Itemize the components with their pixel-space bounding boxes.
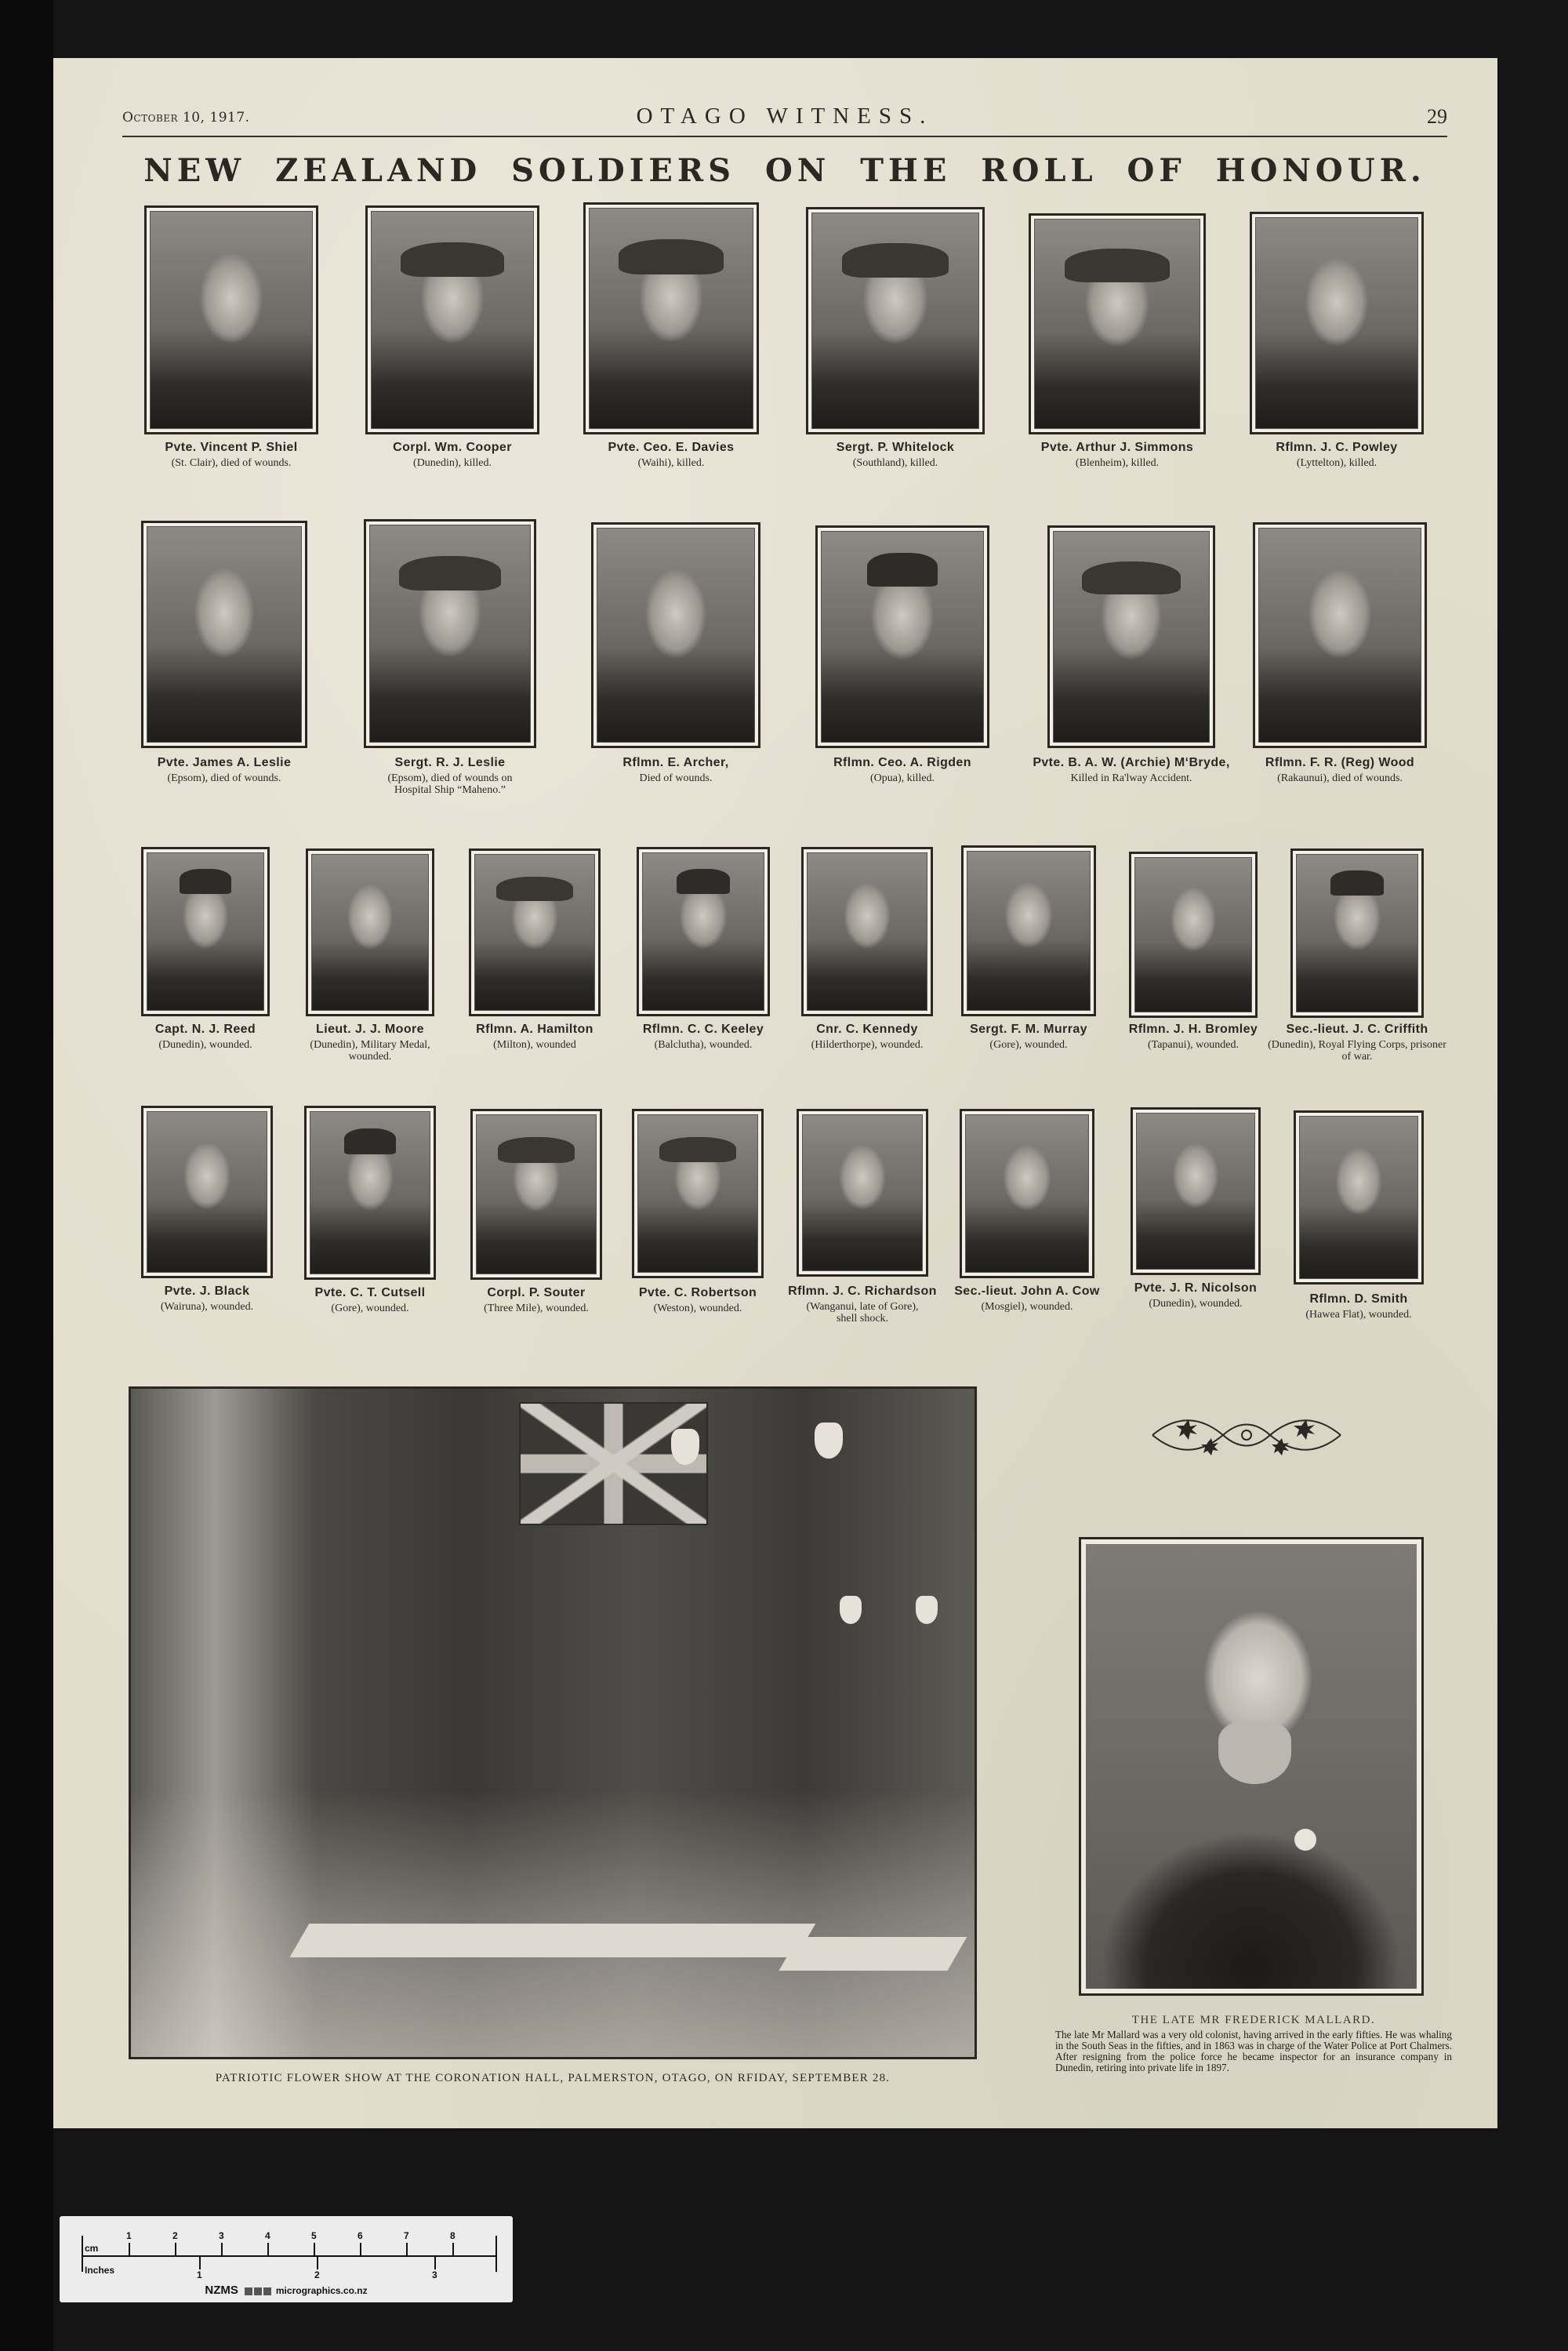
- portrait-frame: [960, 1109, 1094, 1278]
- issue-date: October 10, 1917.: [122, 110, 250, 125]
- cm-tick: [314, 2243, 315, 2255]
- newspaper-page: [53, 58, 1497, 2128]
- soldier-photo: [369, 525, 531, 743]
- portrait-frame: [365, 205, 539, 434]
- display-table: [779, 1937, 967, 1971]
- cm-label: 6: [358, 2230, 363, 2241]
- soldier-detail: (Epsom), died of wounds.: [167, 772, 281, 784]
- portrait-souter: [470, 1109, 602, 1314]
- soldier-photo: [802, 1114, 923, 1271]
- portrait-frame: [141, 847, 270, 1016]
- portrait-rigden: [815, 525, 989, 784]
- cm-tick: [360, 2243, 361, 2255]
- portrait-cooper: [365, 205, 539, 469]
- portrait-james-leslie: [141, 521, 307, 784]
- soldier-name: Pvte. J. R. Nicolson: [1134, 1281, 1258, 1295]
- soldier-detail: (Dunedin), wounded.: [1149, 1298, 1243, 1310]
- cm-tick: [452, 2243, 454, 2255]
- cm-label: 3: [219, 2230, 224, 2241]
- page-headline: NEW ZEALAND SOLDIERS ON THE ROLL OF HONOUR.: [143, 152, 1426, 189]
- hanging-lamp: [815, 1423, 843, 1459]
- soldier-name: Pvte. Ceo. E. Davies: [608, 441, 735, 454]
- portrait-frame: [797, 1109, 928, 1277]
- page-number: 29: [1427, 105, 1447, 128]
- soldier-name: Sergt. R. J. Leslie: [394, 756, 506, 769]
- cm-tick: [267, 2243, 269, 2255]
- soldier-detail: (Wanganui, late of Gore), shell shock.: [806, 1301, 919, 1324]
- soldier-detail: (Hilderthorpe), wounded.: [811, 1039, 924, 1051]
- portrait-bromley: [1128, 852, 1258, 1051]
- obituary-title: THE LATE MR FREDERICK MALLARD.: [1131, 2014, 1376, 2026]
- unit-cm: cm: [85, 2243, 99, 2254]
- soldier-name: Capt. N. J. Reed: [154, 1023, 256, 1036]
- soldier-name: Rflmn. J. C. Richardson: [788, 1285, 937, 1298]
- inch-tick: [317, 2257, 318, 2269]
- portrait-frame: [304, 1106, 436, 1280]
- soldier-name: Rflmn. J. C. Powley: [1276, 441, 1398, 454]
- hanging-lamp: [840, 1596, 862, 1624]
- publication-title: OTAGO WITNESS.: [636, 104, 934, 129]
- soldier-detail: (Dunedin), Royal Flying Corps, prisoner of war.: [1268, 1039, 1446, 1063]
- soldier-photo: [1255, 217, 1418, 429]
- cm-tick: [221, 2243, 223, 2255]
- soldier-photo: [1034, 219, 1200, 429]
- display-table: [290, 1924, 815, 1957]
- portrait-hamilton: [469, 848, 601, 1051]
- soldier-detail: (Waihi), killed.: [637, 457, 705, 469]
- soldier-photo: [1258, 528, 1421, 743]
- inch-label: 2: [314, 2269, 320, 2280]
- soldier-photo: [637, 1114, 758, 1273]
- portrait-frame: [1294, 1110, 1424, 1285]
- portrait-frame: [1250, 212, 1424, 434]
- buttonhole-flower: [1294, 1829, 1316, 1851]
- inch-label: 3: [432, 2269, 437, 2280]
- portrait-frame: [469, 848, 601, 1016]
- soldier-photo: [1053, 531, 1210, 743]
- cm-tick: [406, 2243, 408, 2255]
- unit-inches: Inches: [85, 2265, 115, 2276]
- soldier-photo: [965, 1114, 1089, 1273]
- cm-label: 1: [126, 2230, 132, 2241]
- portrait-murray: [961, 845, 1096, 1051]
- soldier-name: Corpl. P. Souter: [487, 1286, 586, 1299]
- masthead: [122, 102, 1447, 135]
- soldier-name: Cnr. C. Kennedy: [816, 1023, 918, 1036]
- soldier-name: Rflmn. E. Archer,: [622, 756, 729, 769]
- portrait-frame: [141, 1106, 273, 1278]
- soldier-detail: (Rakaunui), died of wounds.: [1277, 772, 1403, 784]
- ruler-end: [495, 2236, 497, 2272]
- cm-label: 2: [172, 2230, 178, 2241]
- portrait-frame: [806, 207, 985, 434]
- soldier-photo: [1134, 857, 1252, 1012]
- portrait-frame: [1047, 525, 1215, 748]
- soldier-detail: (Southland), killed.: [852, 457, 938, 469]
- soldier-photo: [1136, 1113, 1255, 1270]
- soldier-name: Pvte. C. T. Cutsell: [314, 1286, 426, 1299]
- portrait-frame: [583, 202, 759, 434]
- cm-tick: [175, 2243, 176, 2255]
- soldier-photo: [474, 854, 595, 1011]
- soldier-detail: (Hawea Flat), wounded.: [1305, 1309, 1412, 1321]
- soldier-photo: [642, 852, 764, 1011]
- soldier-detail: (Gore), wounded.: [989, 1039, 1068, 1051]
- mallard-portrait-frame: [1079, 1537, 1424, 1996]
- nzms-logo: NZMS: [205, 2284, 238, 2297]
- scale-ruler: [60, 2216, 513, 2302]
- soldier-name: Rflmn. A. Hamilton: [476, 1023, 593, 1036]
- beard: [1218, 1722, 1291, 1784]
- portrait-rj-leslie: [364, 519, 536, 796]
- soldier-detail: (Dunedin), killed.: [413, 457, 492, 469]
- portrait-cow: [954, 1109, 1100, 1313]
- mallard-photo: [1086, 1544, 1417, 1989]
- union-jack-flag: [519, 1402, 708, 1525]
- portrait-simmons: [1029, 213, 1206, 469]
- portrait-moore: [306, 848, 434, 1063]
- soldier-name: Sergt. F. M. Murray: [970, 1023, 1087, 1036]
- soldier-detail: (Milton), wounded: [493, 1039, 576, 1051]
- flower-show-caption: PATRIOTIC FLOWER SHOW AT THE CORONATION HALL, PALMERSTON, OTAGO, ON RFIDAY, SEPTEMBER 28.: [215, 2072, 891, 2084]
- soldier-detail: Died of wounds.: [639, 772, 713, 784]
- portrait-griffith: [1268, 848, 1446, 1063]
- soldier-name: Pvte. C. Robertson: [638, 1286, 757, 1299]
- portrait-frame: [1131, 1107, 1261, 1275]
- soldier-photo: [147, 1111, 267, 1273]
- soldier-detail: (Mosgiel), wounded.: [981, 1301, 1073, 1313]
- hanging-lamp: [671, 1429, 699, 1465]
- portrait-robertson: [632, 1109, 764, 1314]
- inch-tick: [199, 2257, 201, 2269]
- portrait-frame: [1253, 522, 1427, 748]
- soldier-photo: [310, 1111, 430, 1274]
- cm-label: 4: [265, 2230, 270, 2241]
- portrait-shiel: [144, 205, 318, 469]
- portrait-kennedy: [801, 847, 933, 1051]
- portrait-frame: [364, 519, 536, 748]
- portrait-powley: [1250, 212, 1424, 469]
- soldier-photo: [311, 854, 429, 1011]
- soldier-detail: (Opua), killed.: [869, 772, 935, 784]
- soldier-detail: (Gore), wounded.: [331, 1303, 409, 1314]
- cm-label: 7: [404, 2230, 409, 2241]
- inch-tick: [434, 2257, 436, 2269]
- portrait-richardson: [788, 1109, 937, 1324]
- soldier-detail: (St. Clair), died of wounds.: [171, 457, 292, 469]
- soldier-photo: [147, 852, 264, 1011]
- portrait-frame: [141, 521, 307, 748]
- portrait-frame: [144, 205, 318, 434]
- soldier-name: Rflmn. D. Smith: [1309, 1292, 1408, 1306]
- flower-show-photo: [129, 1386, 977, 2059]
- portrait-keeley: [637, 847, 770, 1051]
- cm-label: 5: [311, 2230, 317, 2241]
- portrait-frame: [815, 525, 989, 748]
- soldier-detail: (Dunedin), Military Medal, wounded.: [310, 1039, 430, 1063]
- soldier-photo: [967, 851, 1091, 1011]
- micrographics-url: micrographics.co.nz: [275, 2285, 368, 2296]
- soldier-name: Pvte. J. Black: [164, 1285, 250, 1298]
- soldier-name: Pvte. Arthur J. Simmons: [1040, 441, 1194, 454]
- soldier-photo: [371, 211, 534, 429]
- soldier-detail: (Epsom), died of wounds on Hospital Ship “Maheno.”: [387, 772, 513, 796]
- soldier-detail: (Lyttelton), killed.: [1296, 457, 1377, 469]
- micrographics-icon: [245, 2287, 271, 2295]
- soldier-photo: [811, 213, 979, 429]
- portrait-cutsell: [304, 1106, 436, 1314]
- scan-edge-left: [0, 0, 53, 2351]
- soldier-name: Corpl. Wm. Cooper: [393, 441, 512, 454]
- portrait-archer: [591, 522, 760, 784]
- cm-tick: [129, 2243, 130, 2255]
- portrait-reed: [141, 847, 270, 1051]
- soldier-detail: (Wairuna), wounded.: [160, 1301, 254, 1313]
- portrait-davies: [583, 202, 759, 469]
- soldier-detail: (Dunedin), wounded.: [158, 1039, 252, 1051]
- portrait-frame: [637, 847, 770, 1016]
- soldier-name: Pvte. James A. Leslie: [157, 756, 292, 769]
- soldier-photo: [476, 1114, 597, 1274]
- soldier-name: Rflmn. Ceo. A. Rigden: [833, 756, 971, 769]
- inch-label: 1: [197, 2269, 202, 2280]
- soldier-detail: (Tapanui), wounded.: [1147, 1039, 1240, 1051]
- hanging-lamp: [916, 1596, 938, 1624]
- soldier-photo: [1299, 1116, 1418, 1279]
- soldier-detail: Killed in Ra'lway Accident.: [1070, 772, 1192, 784]
- ruler-end: [82, 2236, 83, 2272]
- portrait-frame: [306, 848, 434, 1016]
- cm-label: 8: [450, 2230, 456, 2241]
- soldier-name: Rflmn. F. R. (Reg) Wood: [1265, 756, 1415, 769]
- soldier-photo: [589, 208, 753, 429]
- portrait-wood: [1253, 522, 1427, 784]
- masthead-rule: [122, 136, 1447, 137]
- portrait-frame: [1029, 213, 1206, 434]
- soldier-detail: (Balclutha), wounded.: [654, 1039, 753, 1051]
- soldier-photo: [150, 211, 313, 429]
- portrait-nicolson: [1131, 1107, 1261, 1310]
- decorative-vine-ornament: [1145, 1412, 1348, 1459]
- portrait-frame: [1129, 852, 1258, 1018]
- soldier-photo: [821, 531, 984, 743]
- soldier-photo: [147, 526, 302, 743]
- soldier-photo: [1296, 854, 1418, 1012]
- soldier-name: Lieut. J. J. Moore: [316, 1023, 424, 1036]
- soldier-name: Sec.-lieut. John A. Cow: [954, 1285, 1100, 1298]
- portrait-frame: [801, 847, 933, 1016]
- soldier-name: Sergt. P. Whitelock: [836, 441, 955, 454]
- portrait-whitelock: [806, 207, 985, 469]
- portrait-black: [141, 1106, 273, 1313]
- soldier-photo: [807, 852, 927, 1011]
- portrait-frame: [632, 1109, 764, 1278]
- soldier-name: Pvte. B. A. W. (Archie) M‘Bryde,: [1033, 756, 1230, 769]
- soldier-name: Pvte. Vincent P. Shiel: [165, 441, 298, 454]
- soldier-detail: (Weston), wounded.: [653, 1303, 742, 1314]
- soldier-name: Sec.-lieut. J. C. Criffith: [1286, 1023, 1428, 1036]
- portrait-frame: [961, 845, 1096, 1016]
- soldier-name: Rflmn. C. C. Keeley: [642, 1023, 764, 1036]
- portrait-frame: [591, 522, 760, 748]
- obituary-text: The late Mr Mallard was a very old colonist, having arrived in the early fifties. He was whaling in the South Seas in the fifties, and in 1863 was in charge of the Water Police at Port Chalmers. After resigning from the police force he became inspector for an insurance company in Dunedin, retiring into private life in 1897.: [1055, 2029, 1452, 2073]
- portrait-mbryde: [1033, 525, 1230, 784]
- soldier-photo: [597, 528, 755, 743]
- soldier-name: Rflmn. J. H. Bromley: [1128, 1023, 1258, 1036]
- ruler-branding: [60, 2284, 513, 2297]
- soldier-detail: (Blenheim), killed.: [1075, 457, 1160, 469]
- portrait-smith: [1294, 1110, 1424, 1321]
- portrait-frame: [470, 1109, 602, 1280]
- portrait-frame: [1290, 848, 1424, 1018]
- soldier-detail: (Three Mile), wounded.: [484, 1303, 589, 1314]
